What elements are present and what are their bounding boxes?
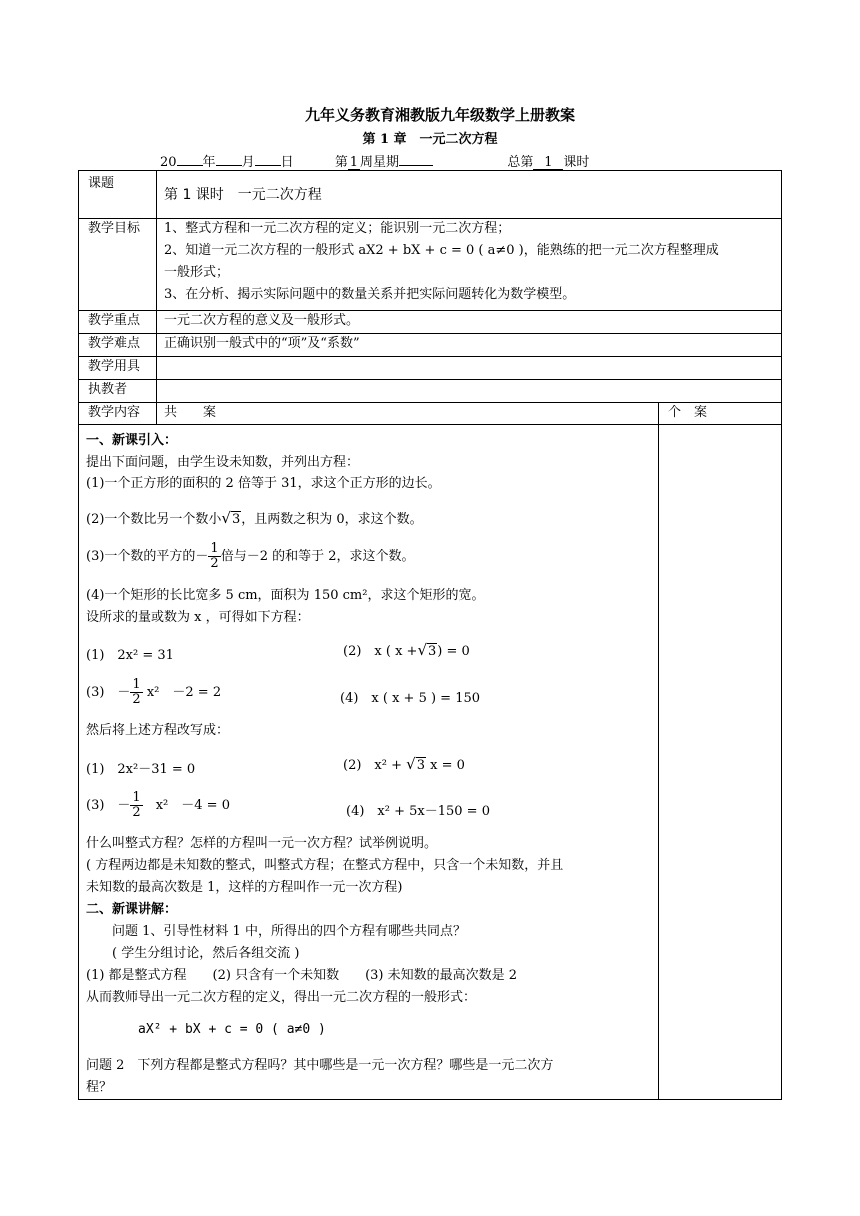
lesson-table — [78, 170, 782, 1100]
date-line — [160, 151, 589, 170]
general-form-equation: aX² + bX + c = 0 ( a≠0 ) — [138, 1022, 326, 1037]
goals-label: 教学目标 — [88, 221, 141, 236]
rewritten-equation-3: (3) － $\frac{1}{2}$ x² －4 = 0 — [86, 790, 230, 820]
common-points: (1) 都是整式方程 (2) 只含有一个未知数 (3) 未知数的最高次数是 2 — [86, 968, 518, 983]
fraction-half: $\frac{1}{2}$ — [132, 790, 141, 820]
goal-item: 3、在分析、揭示实际问题中的数量关系并把实际问题转化为数学模型。 — [164, 287, 576, 302]
row-line — [78, 424, 782, 425]
goals-list — [164, 218, 779, 306]
sqrt-3: 3 — [231, 512, 241, 527]
date-day: 日 — [280, 155, 294, 170]
content-label: 教学内容 — [88, 405, 141, 420]
col-line — [156, 170, 157, 424]
individual-plan-label: 个 案 — [668, 405, 708, 420]
row-line — [78, 333, 782, 334]
shared-plan-label: 共 案 — [164, 405, 217, 420]
rewritten-equation-1: (1) 2x²－31 = 0 — [86, 762, 196, 777]
difficulty-value: 正确识别一般式中的“项”及“系数” — [164, 336, 360, 351]
topic-label: 课题 — [88, 176, 115, 191]
col-line — [658, 402, 659, 1100]
row-line — [78, 402, 782, 403]
executor-label: 执教者 — [88, 382, 128, 397]
equation-3: (3) － $\frac{1}{2}$ x² －2 = 2 — [86, 677, 222, 707]
rewritten-equation-4: (4) x² + 5x－150 = 0 — [346, 804, 490, 819]
equation-4: (4) x ( x + 5 ) = 150 — [340, 691, 481, 706]
problem-1: (1)一个正方形的面积的 2 倍等于 31，求这个正方形的边长。 — [86, 476, 441, 491]
col-line — [781, 170, 782, 1100]
fraction-half: $\frac{1}{2}$ — [132, 677, 141, 707]
tools-label: 教学用具 — [88, 359, 141, 374]
difficulty-label: 教学难点 — [88, 336, 141, 351]
fraction-half: $\frac{1}{2}$ — [210, 541, 219, 571]
goal-item: 2、知道一元二次方程的一般形式 aX2 + bX + c = 0 ( a≠0 )，能熟练的把一元二次方程整理成 — [164, 243, 719, 258]
question-1: 问题 1、引导性材料 1 中，所得出的四个方程有哪些共同点？ — [112, 924, 466, 939]
derive-text: 从而教师导出一元二次方程的定义，得出一元二次方程的一般形式： — [86, 990, 477, 1005]
week-num: 1 — [349, 155, 359, 170]
intro-text: 提出下面问题，由学生设未知数，并列出方程： — [86, 455, 360, 470]
equation-2: (2) x ( x +√3) = 0 — [343, 641, 470, 659]
row-line — [78, 1099, 782, 1100]
integral-question: 什么叫整式方程？怎样的方程叫一元一次方程？试举例说明。 — [86, 836, 438, 851]
goal-item: 1、整式方程和一元二次方程的定义；能识别一元二次方程； — [164, 221, 511, 236]
row-line — [78, 170, 782, 171]
section-intro-heading: 一、新课引入： — [86, 433, 178, 448]
key-value: 一元二次方程的意义及一般形式。 — [164, 313, 360, 328]
total-suffix: 课时 — [563, 155, 590, 170]
definition-line-2: 未知数的最高次数是 1，这样的方程叫作一元一次方程) — [86, 880, 403, 895]
week-suffix: 周星期 — [359, 155, 399, 170]
rewritten-equation-2: (2) x² + √3 x = 0 — [343, 755, 465, 773]
problem-2: (2)一个数比另一个数小√3，且两数之积为 0，求这个数。 — [86, 509, 423, 527]
date-prefix: 20 — [160, 155, 177, 170]
set-variable-text: 设所求的量或数为 x ，可得如下方程： — [86, 610, 310, 625]
page-title: 九年义务教育湘教版九年级数学上册教案 — [304, 106, 575, 124]
question-2-line-2: 程？ — [86, 1080, 113, 1095]
total-num: 1 — [533, 155, 563, 170]
equation-1: (1) 2x² = 31 — [86, 648, 174, 663]
goal-item: 一般形式； — [164, 265, 230, 280]
col-line — [78, 170, 79, 1100]
definition-line-1: ( 方程两边都是未知数的整式，叫整式方程；在整式方程中，只含一个未知数，并且 — [86, 858, 564, 873]
chapter-title: 第 1 章 一元二次方程 — [362, 132, 498, 147]
section-lecture-heading: 二、新课讲解： — [86, 902, 178, 917]
question-2-line-1: 问题 2 下列方程都是整式方程吗？其中哪些是一元一次方程？哪些是一元二次方 — [86, 1058, 554, 1073]
problem-3: (3)一个数的平方的－ $\frac{1}{2}$ 倍与－2 的和等于 2，求这个数。 — [86, 541, 415, 571]
problem-4: (4)一个矩形的长比宽多 5 cm，面积为 150 cm²，求这个矩形的宽。 — [86, 588, 485, 603]
row-line — [78, 310, 782, 311]
topic-value: 第 1 课时 一元二次方程 — [164, 187, 322, 203]
total-prefix: 总第 — [507, 155, 534, 170]
rewrite-text: 然后将上述方程改写成： — [86, 723, 230, 738]
key-label: 教学重点 — [88, 313, 141, 328]
date-year: 年 — [202, 155, 216, 170]
group-discussion: ( 学生分组讨论，然后各组交流 ) — [112, 946, 300, 961]
row-line — [78, 379, 782, 380]
row-line — [78, 356, 782, 357]
date-month: 月 — [241, 155, 255, 170]
week-prefix: 第 — [334, 155, 348, 170]
